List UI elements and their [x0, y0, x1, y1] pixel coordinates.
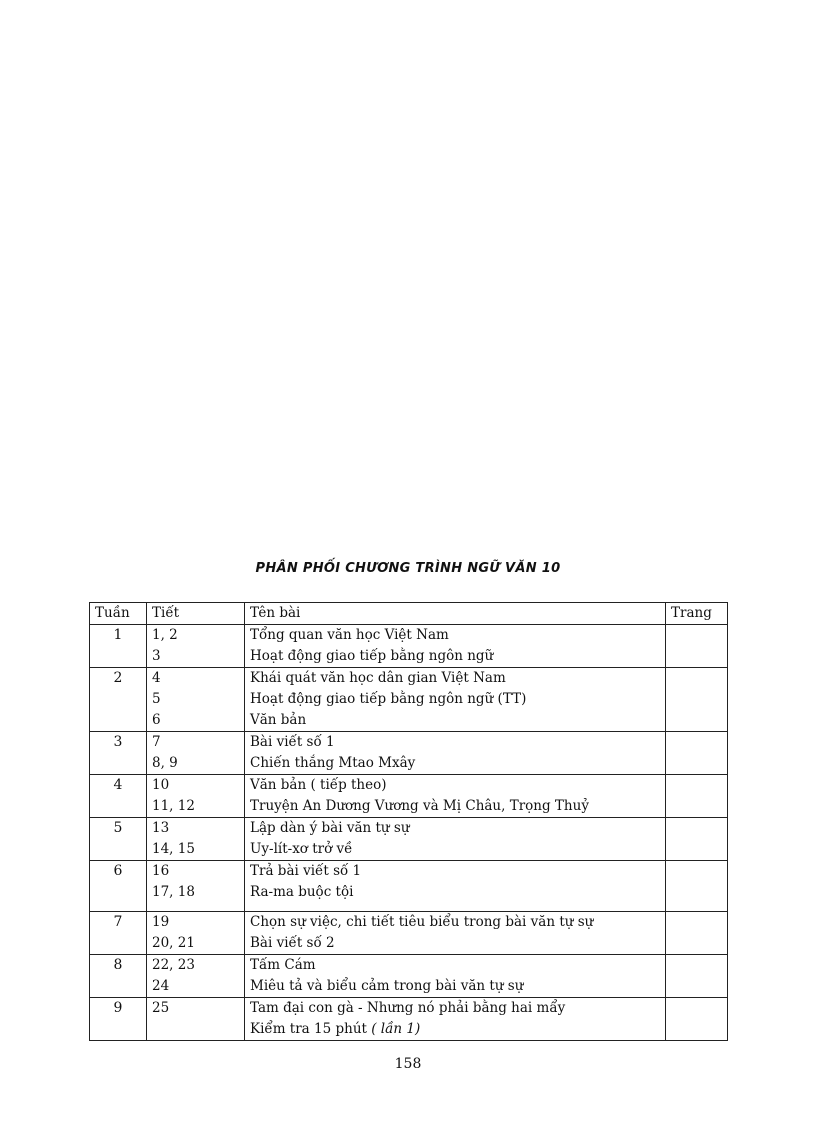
lesson-cell: [245, 668, 666, 732]
lesson-title: Tam đại con gà - Nhưng nó phải bằng hai mẩy: [250, 1000, 566, 1016]
lesson-cell: [245, 861, 666, 912]
table-row: [90, 625, 728, 668]
table-row: [90, 732, 728, 775]
page-title: PHÂN PHỐI CHƯƠNG TRÌNH NGỮ VĂN 10: [255, 561, 561, 576]
header-ten-bai: Tên bài: [245, 603, 666, 625]
week-number: 7: [90, 912, 147, 955]
tiet-value: 14, 15: [152, 841, 195, 857]
tiet-value: 16: [152, 863, 170, 879]
page-cell: [666, 861, 728, 912]
tiet-cell: [147, 861, 245, 912]
lesson-title: Bài viết số 1: [250, 734, 335, 750]
week-number: 2: [90, 668, 147, 732]
page-cell: [666, 668, 728, 732]
table-row: [90, 912, 728, 955]
page-cell: [666, 818, 728, 861]
lesson-cell: [245, 732, 666, 775]
lesson-cell: [245, 912, 666, 955]
week-number: 1: [90, 625, 147, 668]
lesson-cell: [245, 625, 666, 668]
tiet-value: 4: [152, 670, 161, 686]
tiet-value: 19: [152, 914, 170, 930]
page-cell: [666, 775, 728, 818]
lesson-title: Chọn sự việc, chi tiết tiêu biểu trong bài văn tự sự: [250, 914, 594, 930]
lesson-title-with-note: [250, 1019, 660, 1040]
tiet-value: 3: [152, 648, 161, 664]
week-number: 6: [90, 861, 147, 912]
lesson-title: Văn bản ( tiếp theo): [250, 777, 387, 793]
page-cell: [666, 912, 728, 955]
tiet-cell: [147, 818, 245, 861]
lesson-title: Tấm Cám: [250, 957, 316, 973]
week-number: 4: [90, 775, 147, 818]
header-tiet: Tiết: [147, 603, 245, 625]
lesson-cell: [245, 818, 666, 861]
tiet-value: 20, 21: [152, 935, 195, 951]
lesson-title: Truyện An Dương Vương và Mị Châu, Trọng Thuỷ: [250, 798, 589, 814]
curriculum-table: [89, 602, 728, 1041]
tiet-value: 1, 2: [152, 627, 178, 643]
tiet-cell: [147, 775, 245, 818]
table-row: [90, 775, 728, 818]
tiet-value: 25: [152, 1000, 170, 1016]
page-cell: [666, 998, 728, 1041]
page-cell: [666, 955, 728, 998]
lesson-title: Kiểm tra 15 phút: [250, 1021, 367, 1037]
lesson-title: Trả bài viết số 1: [250, 863, 362, 879]
table-row: [90, 955, 728, 998]
lesson-cell: [245, 998, 666, 1041]
tiet-value: 17, 18: [152, 884, 195, 900]
lesson-cell: [245, 955, 666, 998]
week-number: 3: [90, 732, 147, 775]
tiet-cell: [147, 955, 245, 998]
tiet-value: 8, 9: [152, 755, 178, 771]
tiet-value: 7: [152, 734, 161, 750]
tiet-cell: [147, 912, 245, 955]
tiet-value: 6: [152, 712, 161, 728]
lesson-title: Văn bản: [250, 712, 307, 728]
tiet-cell: [147, 625, 245, 668]
tiet-cell: [147, 668, 245, 732]
page-cell: [666, 625, 728, 668]
lesson-title: Khái quát văn học dân gian Việt Nam: [250, 670, 506, 686]
lesson-cell: [245, 775, 666, 818]
lesson-note: ( lần 1): [371, 1021, 421, 1037]
table-row: [90, 998, 728, 1041]
table-row: [90, 818, 728, 861]
table-row: [90, 861, 728, 912]
lesson-title: Hoạt động giao tiếp bằng ngôn ngữ (TT): [250, 691, 527, 707]
page-cell: [666, 732, 728, 775]
tiet-cell: [147, 732, 245, 775]
lesson-title: Chiến thắng Mtao Mxây: [250, 755, 416, 771]
tiet-value: 22, 23: [152, 957, 195, 973]
table-header-row: [90, 603, 728, 625]
tiet-value: 13: [152, 820, 170, 836]
header-tuan: Tuần: [90, 603, 147, 625]
week-number: 9: [90, 998, 147, 1041]
tiet-value: 10: [152, 777, 170, 793]
lesson-title: Miêu tả và biểu cảm trong bài văn tự sự: [250, 978, 524, 994]
lesson-title: Hoạt động giao tiếp bằng ngôn ngữ: [250, 648, 494, 664]
lesson-title: Lập dàn ý bài văn tự sự: [250, 820, 410, 836]
week-number: 5: [90, 818, 147, 861]
lesson-title: Bài viết số 2: [250, 935, 335, 951]
page-number: 158: [394, 1056, 422, 1072]
header-trang: Trang: [666, 603, 728, 625]
tiet-value: [152, 1019, 239, 1040]
table-row: [90, 668, 728, 732]
tiet-value: 24: [152, 978, 170, 994]
lesson-title: Ra-ma buộc tội: [250, 884, 354, 900]
tiet-cell: [147, 998, 245, 1041]
week-number: 8: [90, 955, 147, 998]
tiet-value: 5: [152, 691, 161, 707]
lesson-title: Uy-lít-xơ trở về: [250, 841, 353, 857]
lesson-title: Tổng quan văn học Việt Nam: [250, 627, 449, 643]
tiet-value: 11, 12: [152, 798, 195, 814]
